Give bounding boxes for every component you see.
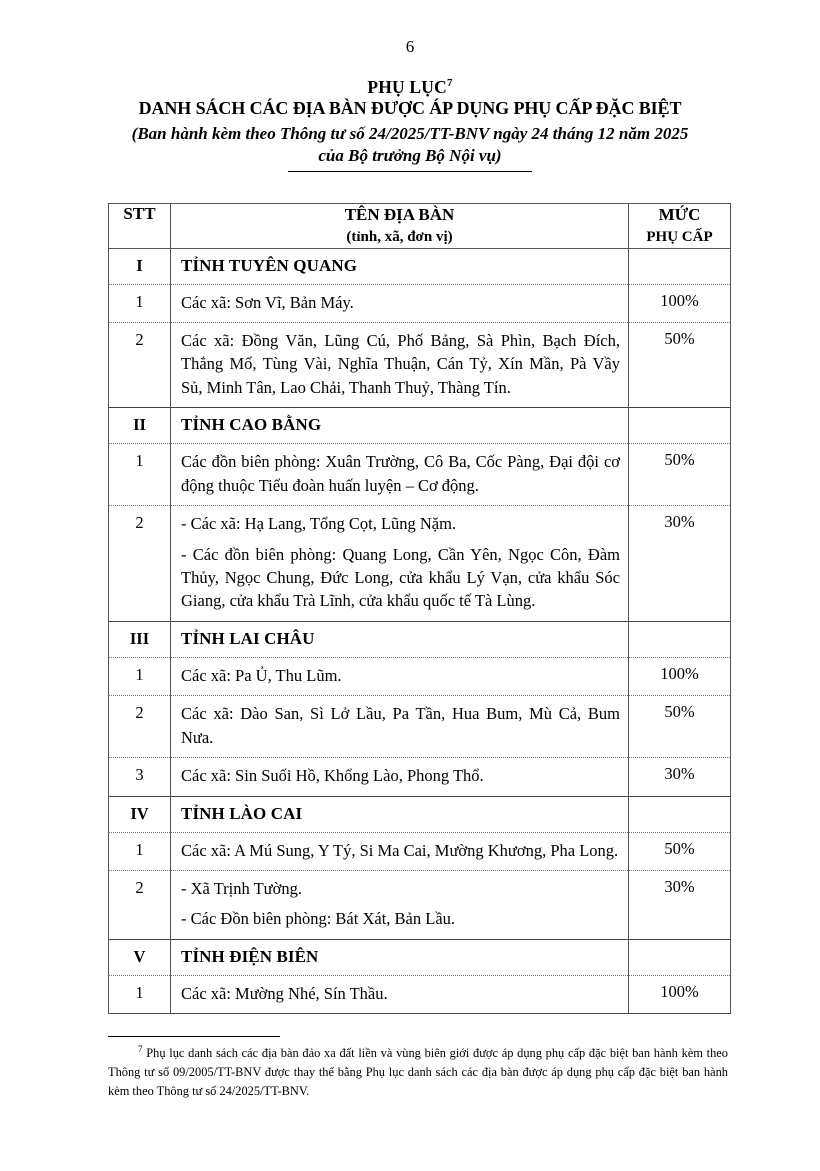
province-numeral: II <box>109 408 171 444</box>
issuance-line-1: (Ban hành kèm theo Thông tư số 24/2025/TT-BNV ngày 24 tháng 12 năm 2025 <box>131 124 689 144</box>
locality-paragraph: Các xã: Mường Nhé, Sín Thầu. <box>181 983 388 1003</box>
table-row <box>109 832 731 870</box>
row-index: 1 <box>109 975 171 1013</box>
province-section-row <box>109 796 731 832</box>
row-index: 2 <box>109 870 171 939</box>
row-locality-list <box>171 506 629 622</box>
row-locality-list <box>171 696 629 758</box>
province-name: TỈNH LÀO CAI <box>171 796 629 832</box>
column-header-name-main: TÊN ĐỊA BÀN <box>344 205 455 224</box>
row-index: 2 <box>109 506 171 622</box>
row-allowance-rate: 30% <box>629 758 731 796</box>
row-allowance-rate: 100% <box>629 284 731 322</box>
row-index: 2 <box>109 323 171 408</box>
row-allowance-rate: 50% <box>629 696 731 758</box>
issuance-line-2: của Bộ trưởng Bộ Nội vụ) <box>288 145 531 172</box>
locality-paragraph: Các xã: Sơn Vĩ, Bản Máy. <box>181 292 354 312</box>
province-section-row <box>109 408 731 444</box>
row-index: 1 <box>109 832 171 870</box>
page-number: 6 <box>405 37 415 56</box>
province-name: TỈNH LAI CHÂU <box>171 621 629 657</box>
locality-paragraph: Các xã: Đồng Văn, Lũng Cú, Phố Bảng, Sà Phìn, Bạch Đích, Thắng Mố, Tùng Vài, Nghĩa Thuận, Cán Tỷ, Xín Mần, Pà Vầy Sủ, Minh Tân, Lao Chải, Thanh Thuỷ, Thàng Tín. <box>181 331 620 397</box>
province-rate <box>629 408 731 444</box>
table-row <box>109 506 731 622</box>
province-rate <box>629 621 731 657</box>
row-index: 2 <box>109 696 171 758</box>
row-locality-list <box>171 832 629 870</box>
province-section-row <box>109 621 731 657</box>
row-allowance-rate: 50% <box>629 444 731 506</box>
appendix-title-footnote-marker: 7 <box>446 77 453 90</box>
province-name: TỈNH ĐIỆN BIÊN <box>171 939 629 975</box>
row-locality-list <box>171 758 629 796</box>
row-index: 1 <box>109 657 171 695</box>
appendix-subtitle: DANH SÁCH CÁC ĐỊA BÀN ĐƯỢC ÁP DỤNG PHỤ CẤP ĐẶC BIỆT <box>138 98 682 119</box>
table-header-row <box>109 204 731 249</box>
row-index: 1 <box>109 444 171 506</box>
table-row <box>109 657 731 695</box>
row-allowance-rate: 50% <box>629 323 731 408</box>
column-header-name <box>171 204 629 249</box>
table-row <box>109 284 731 322</box>
table-row <box>109 870 731 939</box>
province-numeral: III <box>109 621 171 657</box>
row-locality-list <box>171 657 629 695</box>
table-row <box>109 696 731 758</box>
row-allowance-rate: 30% <box>629 870 731 939</box>
row-allowance-rate: 30% <box>629 506 731 622</box>
row-index: 1 <box>109 284 171 322</box>
footnote-marker: 7 <box>138 1043 143 1054</box>
province-section-row <box>109 939 731 975</box>
table-row <box>109 758 731 796</box>
appendix-table-container <box>108 203 730 1014</box>
row-allowance-rate: 50% <box>629 832 731 870</box>
province-name: TỈNH TUYÊN QUANG <box>171 248 629 284</box>
row-locality-list <box>171 444 629 506</box>
table-row <box>109 323 731 408</box>
table-head <box>109 204 731 249</box>
appendix-table <box>108 203 731 1014</box>
locality-paragraph: Các xã: A Mú Sung, Y Tý, Si Ma Cai, Mường Khương, Pha Long. <box>181 840 619 860</box>
province-rate <box>629 248 731 284</box>
province-numeral: I <box>109 248 171 284</box>
row-locality-list <box>171 975 629 1013</box>
column-header-rate-line1: MỨC <box>658 205 701 224</box>
province-rate <box>629 939 731 975</box>
province-numeral: V <box>109 939 171 975</box>
locality-paragraph: Các xã: Pa Ủ, Thu Lũm. <box>181 665 342 685</box>
locality-paragraph: Các xã: Sin Suối Hồ, Khổng Lào, Phong Thổ. <box>181 766 484 786</box>
appendix-title-text: PHỤ LỤC <box>367 77 447 97</box>
locality-paragraph: - Các xã: Hạ Lang, Tổng Cọt, Lũng Nặm. <box>181 514 457 534</box>
province-numeral: IV <box>109 796 171 832</box>
table-row <box>109 444 731 506</box>
locality-paragraph: Các xã: Dào San, Sì Lở Lầu, Pa Tần, Hua Bum, Mù Cả, Bum Nưa. <box>181 704 620 747</box>
row-locality-list <box>171 284 629 322</box>
column-header-rate-line2: PHỤ CẤP <box>646 229 713 246</box>
province-name: TỈNH CAO BẰNG <box>171 408 629 444</box>
row-allowance-rate: 100% <box>629 975 731 1013</box>
footnote-separator-rule <box>108 1036 280 1037</box>
locality-paragraph: - Xã Trịnh Tường. <box>181 878 302 898</box>
province-rate <box>629 796 731 832</box>
row-locality-list <box>171 323 629 408</box>
locality-paragraph: Các đồn biên phòng: Xuân Trường, Cô Ba, Cốc Pàng, Đại đội cơ động thuộc Tiểu đoàn huấn luyện – Cơ động. <box>181 452 620 495</box>
row-index: 3 <box>109 758 171 796</box>
table-body <box>109 248 731 1014</box>
appendix-title <box>0 77 820 98</box>
locality-paragraph: - Các đồn biên phòng: Quang Long, Cần Yên, Ngọc Côn, Đàm Thủy, Ngọc Chung, Đức Long, cửa khẩu Lý Vạn, cửa khẩu Sóc Giang, cửa khẩu Trà Lĩnh, cửa khẩu quốc tế Tà Lùng. <box>181 544 620 611</box>
province-section-row <box>109 248 731 284</box>
footnote-body: Phụ lục danh sách các địa bàn đảo xa đất liền và vùng biên giới được áp dụng phụ cấp đặc biệt ban hành kèm theo Thông tư số 09/2005/TT-BNV được thay thế bằng Phụ lục danh sách các địa bàn được áp dụng phụ cấp đặc biệt ban hành kèm theo Thông tư số 24/2025/TT-BNV. <box>108 1046 728 1098</box>
document-heading <box>0 77 820 172</box>
footnote-text <box>108 1044 728 1101</box>
row-locality-list <box>171 870 629 939</box>
row-allowance-rate: 100% <box>629 657 731 695</box>
table-row <box>109 975 731 1013</box>
footnote-block <box>108 1036 728 1101</box>
locality-paragraph: - Các Đồn biên phòng: Bát Xát, Bản Lầu. <box>181 909 456 929</box>
column-header-rate <box>629 204 731 249</box>
column-header-name-sub: (tỉnh, xã, đơn vị) <box>346 229 453 246</box>
column-header-stt: STT <box>109 204 171 249</box>
